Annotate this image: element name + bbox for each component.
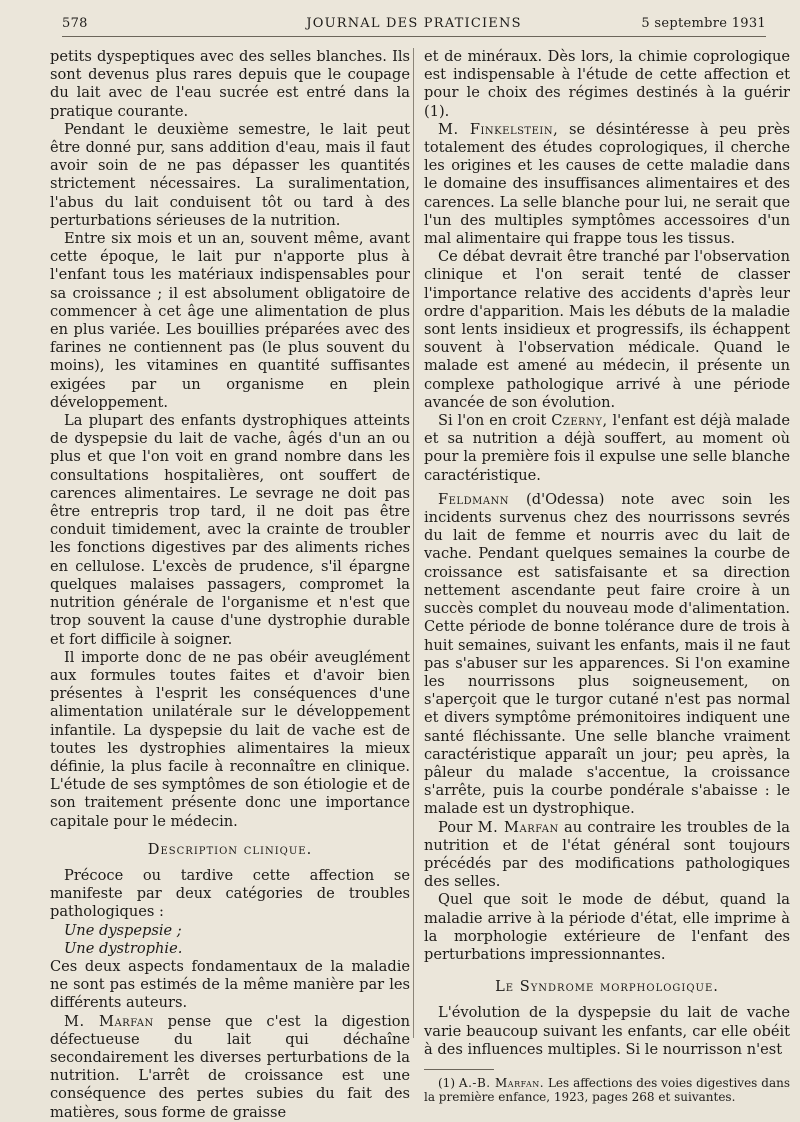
column-divider [413, 48, 414, 1038]
footnote-text: Les affections des voies digestives dans la première enfance, 1923, pages 268 et suivantes. [424, 1075, 790, 1104]
left-column [50, 48, 410, 1122]
list-item: Une dystrophie. [64, 939, 183, 957]
paragraph: La plupart des enfants dystrophiques atteints de dyspepsie du lait de vache, âgés d'un an ou plus et que l'on voit en grand nombre dans les consultations hospitalières, ont souffert de carences alimentaires. Le sevrage ne doit pas être entrepris trop tard, il ne doit pas être conduit timidement, avec la crainte de troubler les fonctions digestives par des aliments riches en cellulose. L'excès de prudence, s'il épargne quelques malaises passagers, compromet la nutrition générale de l'organisme et n'est que trop souvent la cause d'une dystrophie durable et fort difficile à soigner. [50, 412, 410, 648]
paragraph-text: Pour [438, 818, 478, 836]
paragraph [424, 819, 790, 892]
paragraph: Précoce ou tardive cette affection se manifeste par deux catégories de troubles pathologiques : [50, 866, 410, 921]
paragraph [424, 412, 790, 485]
paragraph: Il importe donc de ne pas obéir aveuglément aux formules toutes faites et d'avoir bien présentes à l'esprit les conséquences d'une alimentation unilatérale sur le développement infantile. La dyspepsie du lait de vache est de toutes les dystrophies alimentaires la mieux définie, la plus facile à reconnaître en clinique. L'étude de ses symptômes de son étiologie et de son traitement présente donc une importance capitale pour le médecin. [50, 648, 410, 830]
paragraph [424, 121, 790, 248]
paragraph [50, 1013, 410, 1122]
paragraph: et de minéraux. Dès lors, la chimie coprologique est indispensable à l'étude de cette affection et pour le choix des régimes destinés à la guérir (1). [424, 48, 790, 120]
author-name: Feldmann [438, 490, 510, 508]
paragraph-text: (d'Odessa) note avec soin les incidents survenus chez des nourrissons sevrés du lait de femme et nourris avec du lait de vache. Pendant quelques semaines la courbe de croissance est satisfaisante et sa direction nettement ascendante peut faire croire à un succès complet du nouveau mode d'alimentation. Cette période de bonne tolérance dure de trois à huit semaines, suivant les enfants, mais il ne faut pas s'abuser sur les apparences. Si l'on examine les nourrissons plus soigneusement, on s'aperçoit que le turgor cutané n'est pas normal et divers symptôme prémonitoires indiquent une santé fléchissante. Une selle blanche vraiment caractéristique apparaît un jour; peu après, la pâleur du malade s'accentue, la croissance s'arrête, puis la courbe pondérale s'abaisse : le malade est un dystrophique. [424, 490, 790, 818]
journal-title: JOURNAL DES PRATICIENS [306, 16, 522, 31]
paragraph-text: au contraire les troubles de la nutrition et de l'état général sont toujours précédés par des modifications pathologiques des selles. [424, 818, 790, 891]
paragraph: petits dyspeptiques avec des selles blanches. Ils sont devenus plus rares depuis que le coupage du lait avec de l'eau sucrée est entré dans la pratique courante. [50, 48, 410, 120]
list-item: Une dyspepsie ; [64, 921, 182, 939]
paragraph-text: pense que c'est la digestion défectueuse du lait qui déchaîne secondairement les diverses perturbations de la nutrition. L'arrêt de croissance est une conséquence des pertes subies du fait des matières, sous forme de graisse [50, 1012, 410, 1121]
author-name: M. Marfan [64, 1012, 154, 1030]
section-heading: Le Syndrome morphologique. [495, 978, 719, 996]
issue-date: 5 septembre 1931 [641, 16, 766, 31]
paragraph-text: Si l'on en croit [438, 412, 552, 430]
paragraph: Pendant le deuxième semestre, le lait peut être donné pur, sans addition d'eau, mais il faut avoir soin de ne pas dépasser les quantités strictement nécessaires. La suralimentation, l'abus du lait conduisent tôt ou tard à des perturbations sérieuses de la nutrition. [50, 120, 410, 229]
paragraph: Quel que soit le mode de début, quand la maladie arrive à la période d'état, elle imprime à la morphologie extérieure de l'enfant des perturbations impressionnantes. [424, 891, 790, 963]
paragraph: Entre six mois et un an, souvent même, avant cette époque, le lait pur n'apporte plus à l'enfant tous les matériaux indispensables pour sa croissance ; il est absolument obligatoire de commencer à cet âge une alimentation de plus en plus variée. Les bouillies préparées avec des farines ne contiennent pas (le plus souvent du moins), les vitamines en quantité suffisantes exigées par un organisme en plein développement. [50, 230, 410, 411]
right-column [424, 48, 790, 1104]
footnote-number: (1) [438, 1075, 459, 1090]
footnote [424, 1076, 790, 1104]
author-name: Czerny, [551, 412, 608, 430]
paragraph [424, 491, 790, 819]
paragraph: L'évolution de la dyspepsie du lait de vache varie beaucoup suivant les enfants, car elle obéit à des influences multiples. Si le nourrisson n'est [424, 1004, 790, 1058]
section-heading: Description clinique. [147, 840, 313, 858]
page-number: 578 [62, 16, 88, 31]
paragraph: Ces deux aspects fondamentaux de la maladie ne sont pas estimés de la même manière par les différents auteurs. [50, 957, 410, 1012]
page-header [62, 14, 766, 37]
author-name: M. Finkelstein, [438, 120, 559, 138]
paragraph-text: se désintéresse à peu près totalement des études coprologiques, il cherche les origines et les causes de cette maladie dans le domaine des insuffisances alimentaires et des carences. La selle blanche pour lui, ne serait que l'un des multiples symptômes accessoires d'un mal alimentaire qui frappe tous les tissus. [424, 120, 790, 248]
author-name: M. Marfan [477, 818, 559, 836]
paragraph: Ce débat devrait être tranché par l'observation clinique et l'on serait tenté de classer l'importance relative des accidents d'après leur ordre d'apparition. Mais les débuts de la maladie sont lents insidieux et progressifs, ils échappent souvent à l'observation médicale. Quand le malade est amené au médecin, il présente un complexe pathologique arrivé à une période avancée de son évolution. [424, 248, 790, 411]
author-name: A.-B. Marfan. [458, 1075, 545, 1090]
paragraph-text: l'enfant est déjà malade et sa nutrition a déjà souffert, au moment où pour la première fois il expulse une selle blanche caractéristique. [424, 412, 790, 484]
